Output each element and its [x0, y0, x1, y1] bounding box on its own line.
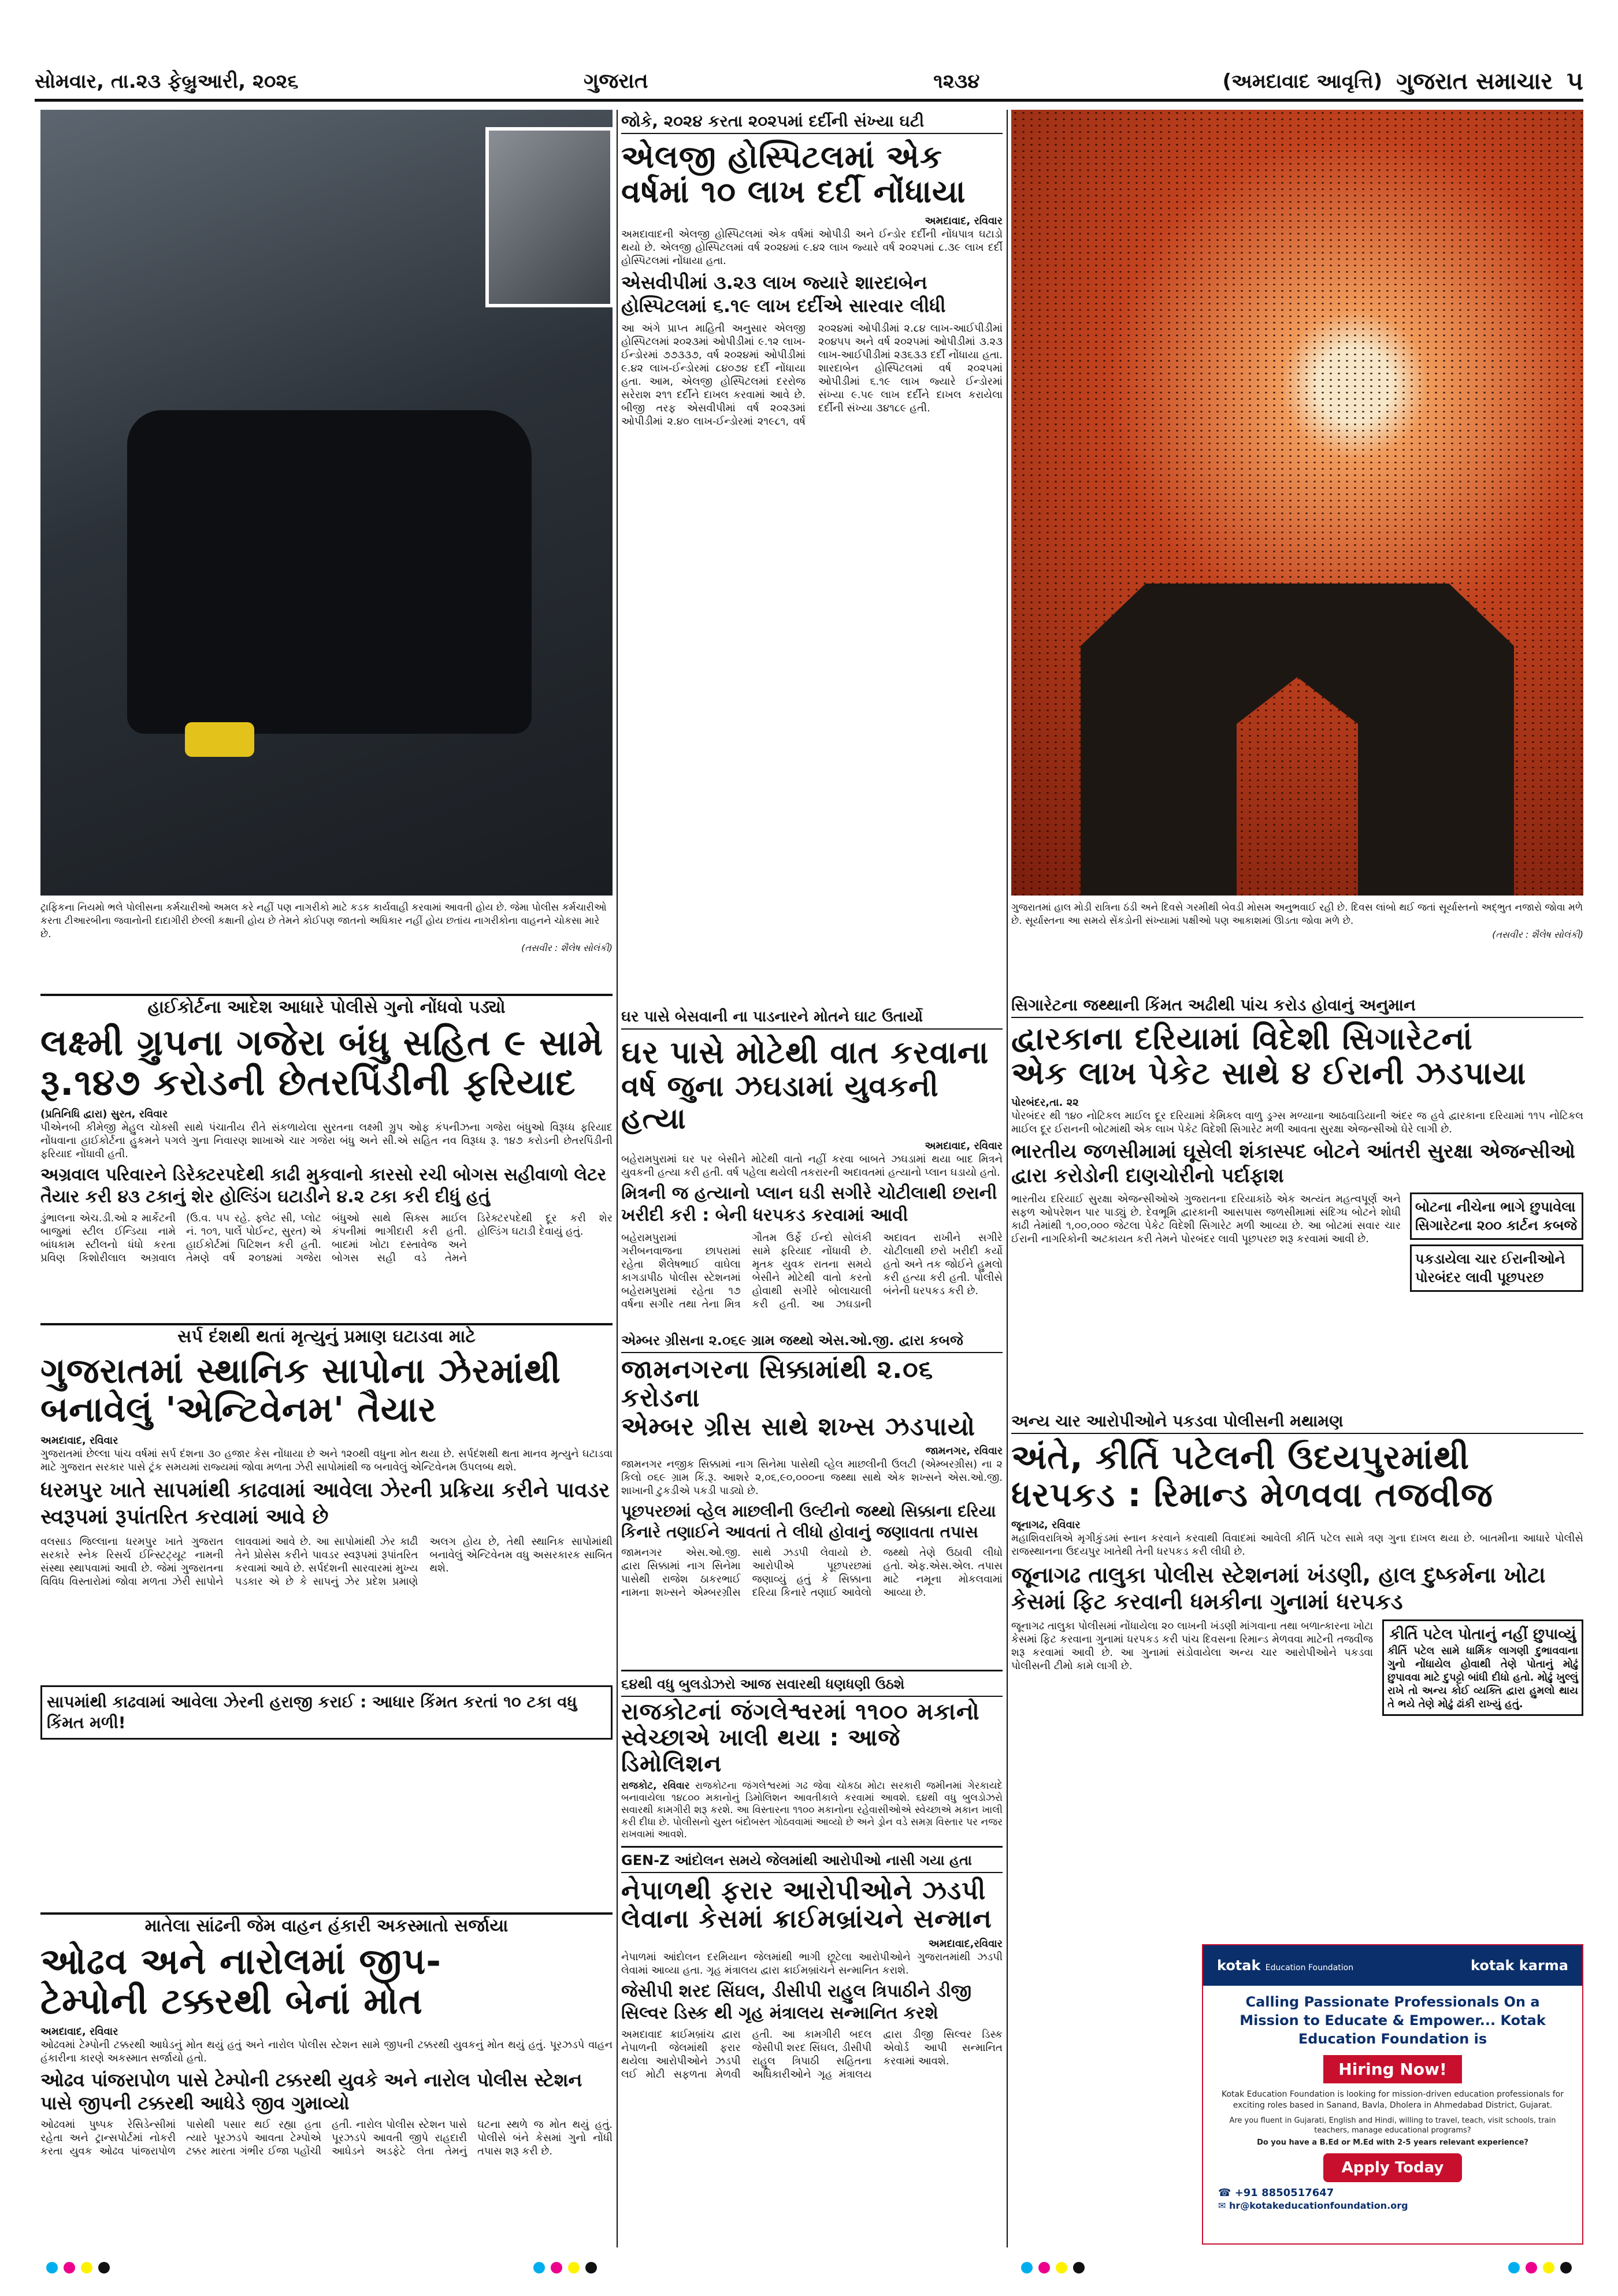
murder-body: બહેરામપુરામાં ગરીબનવાજના છાપરામાં રહેતા શૈલેષભાઈ વાઘેલા કાગડાપીઠ પોલીસ સ્ટેશનમાં બહેરામપુરામાં રહેતા ૧૭ વર્ષના સગીર તથા તેના મિત્ર ગૌતમ ઉર્ફે ઈન્દો સોલંકી સામે ફરિયાદ નોંધાવી છે. મૃતક યુવક રાતના સમયે બેસીને મોટેથી વાતો કરતો હોવાથી સગીરે બોલાચાલી કરી હતી. આ ઝઘડાની અદાવત રાખીને સગીરે ચોટીલાથી છરો ખરીદી કર્યો હતો અને તક જોઈને હુમલો કરી હત્યા કરી હતી. પોલીસે બંનેની ધરપકડ કરી છે.: [621, 1232, 1003, 1311]
accident-body: ઓઢવમાં પુષ્પક રેસિડેન્સીમાં રહેતા અને ટ્રાન્સપોર્ટમાં નોકરી કરતા યુવક ઓઢવ પાંજરાપોળ પાસેથી પસાર થઈ રહ્યા હતા ત્યારે પૂરઝડપે આવતા ટેમ્પોએ ટક્કર મારતા ગંભીર ઈજા પહોંચી હતી. નારોલ પોલીસ સ્ટેશન પાસે પૂરઝડપે આવતી જીપે રાહદારી આધેડને અડફેટે લેતા તેમનું ઘટના સ્થળે જ મોત થયું હતું. પોલીસે બંને કેસમાં ગુનો નોંધી તપાસ શરૂ કરી છે.: [40, 2118, 613, 2157]
hospital-lead: અમદાવાદની એલજી હોસ્પિટલમાં એક વર્ષમાં ઓપીડી અને ઈન્ડોર દર્દીની નોંધપાત્ર ઘટાડો થયો છે. એલજી હોસ્પિટલમાં વર્ષ ૨૦૨૪માં ૯.૪૨ લાખ જ્યારે વર્ષ ૨૦૨૫માં ૮.૩૯ લાખ દર્દી હોસ્પિટલમાં નોંધાયા હતા.: [621, 228, 1003, 267]
gajera-body: ડુંભાલના એચ.ડી.ઓ ૨ માર્કેટની બાજુમાં સ્ટીલ ઈન્ડિયા નામે બાંધકામ સ્ટીલનો ધંધો કરતા પ્રવિણ કિશોરીલાલ અગ્રવાલ (ઉ.વ. ૫૫ રહે. ફ્લેટ સી, પ્લોટ નં. ૧૦૧, પાર્લે પોઈન્ટ, સુરત) એ હાઈકોર્ટમાં પિટિશન કરી હતી. તેમણે વર્ષ ૨૦૧૪માં ગજેરા બંધુઓ સાથે સિક્સ માઈલ કંપનીમાં ભાગીદારી કરી હતી. બાદમાં ખોટા દસ્તાવેજ અને બોગસ સહી વડે તેમને ડિરેક્ટરપદેથી દૂર કરી શેર હોલ્ડિંગ ઘટાડી દેવાયું હતું.: [40, 1212, 613, 1264]
kirti-subhead: જૂનાગઢ તાલુકા પોલીસ સ્ટેશનમાં ખંડણી, હાલ દુષ્કર્મના ખોટા કેસમાં ફિટ કરવાની ધમકીના ગુનામાં ધરપકડ: [1011, 1562, 1546, 1614]
hospital-body: આ અંગે પ્રાપ્ત માહિતી અનુસાર એલજી હોસ્પિટલમાં ૨૦૨૩માં ઓપીડીમાં ૯.૧૨ લાખ-ઈન્ડોરમાં ૭૭૩૩૭, વર્ષ ૨૦૨૪માં ઓપીડીમાં ૯.૪૨ લાખ-ઈન્ડોરમાં ૮૪૦૭૪ દર્દી નોંધાયા હતા. આમ, એલજી હોસ્પિટલમાં દરરોજ સરેરાશ ૨૧૧ દર્દીને દાખલ કરવામાં આવે છે. બીજી તરફ એસવીપીમાં વર્ષ ૨૦૨૩માં ઓપીડીમાં ૨.૪૦ લાખ-ઈન્ડોરમાં ૨૧૯૮૧, વર્ષ ૨૦૨૪માં ઓપીડીમાં ૨.૮૪ લાખ-આઈપીડીમાં ૨૦૪૫૫ અને વર્ષ ૨૦૨૫માં ઓપીડીમાં ૩.૨૩ લાખ-આઈપીડીમાં ૨૩૬૩૩ દર્દી નોંધાયા હતા. શારદાબેન હોસ્પિટલમાં વર્ષ ૨૦૨૫માં ઓપીડીમાં ૬.૧૯ લાખ જ્યારે ઈન્ડોરમાં સંખ્યા ૯.૫૯ લાખ દર્દીને દાખલ કરાયેલા દર્દીની સંખ્યા ૩૪૧૮૯ હતી.: [621, 322, 1003, 428]
kirti-kicker: અન્ય ચાર આરોપીઓને પકડવા પોલીસની મથામણ: [1011, 1410, 1583, 1434]
gajera-dateline: (પ્રતિનિધિ દ્વારા) સુરત, રવિવાર: [40, 1108, 168, 1120]
nepal-headline-1: નેપાળથી ફરાર આરોપીઓને ઝડપી: [621, 1876, 986, 1905]
ad-header-bar: [1203, 1945, 1582, 1986]
hospital-dateline: અમદાવાદ, રવિવાર: [925, 214, 1003, 227]
ambergris-body: જામનગર એસ.ઓ.જી. દ્વારા સિક્કામાં નાગ સિનેમા પાસેથી રાજેશ ઠાકરભાઈ નામના શખ્સને એમ્બરગ્રીસ સાથે ઝડપી લેવાયો છે. આરોપીએ પૂછપરછમાં જણાવ્યું હતું કે સિક્કાના દરિયા કિનારે તણાઈ આવેલો જથ્થો તેણે ઉઠાવી લીધો હતો. એફ.એસ.એલ. તપાસ માટે નમૂના મોકલવામાં આવ્યા છે.: [621, 1546, 1003, 1599]
ambergris-dateline: જામનગર, રવિવાર: [925, 1444, 1003, 1457]
kirti-headline-2: ધરપકડ : રિમાન્ડ મેળવવા તજવીજ: [1011, 1474, 1493, 1514]
ambergris-lead: જામનગર નજીક સિક્કામાં નાગ સિનેમા પાસેથી વ્હેલ માછલીની ઉલટી (એમ્બરગ્રીસ) ના ૨ કિલો ૦૬૯ ગ્રામ કિં.રૂ. આશરે ૨,૦૬,૯૦,૦૦૦ના જથ્થા સાથે એક શખ્સને એસ.ઓ.જી. શાખાની ટુકડીએ પકડી પાડ્યો છે.: [621, 1458, 1003, 1497]
cigarette-box-1: બોટના નીચેના ભાગે છુપાવેલા સિગારેટના ૨૦૦ કાર્ટન કબજે: [1410, 1192, 1583, 1240]
antivenom-headline-2: બનાવેલું 'એન્ટિવેનમ' તૈયાર: [40, 1390, 437, 1431]
nepal-kicker: GEN-Z આંદોલન સમયે જેલમાંથી આરોપીઓ નાસી ગયા હતા: [621, 1849, 1003, 1873]
accident-headline-1: ઓઢવ અને નારોલમાં જીપ-: [40, 1940, 441, 1982]
murder-dateline: અમદાવાદ, રવિવાર: [925, 1140, 1003, 1153]
cigarette-headline-1: દ્વારકાના દરિયામાં વિદેશી સિગારેટનાં: [1011, 1020, 1473, 1057]
masthead-date: સોમવાર, તા.૨૩ ફેબ્રુઆરી, ૨૦૨૬: [35, 69, 299, 93]
story-kirti: [1011, 1410, 1583, 1941]
birds-photo: [1011, 110, 1583, 896]
birds-caption: ગુજરાતમાં હાલ મોડી રાત્રિના ઠંડી અને દિવસે ગરમીથી બેવડી મોસમ અનુભવાઈ રહી છે. દિવસ લાંબો થઈ જતાં સૂર્યાસ્તનો અદ્ભુત નજારો જોવા મળે છે. સૂર્યાસ્તના આ સમયે સેંકડોની સંખ્યામાં પક્ષીઓ પણ આકાશમાં ઊડતા જોવા મળે છે. (તસવીર : શૈલેષ સોલંકી): [1011, 902, 1583, 940]
issue-number: ૧૨૩૪: [933, 69, 980, 93]
demolition-headline-2: સ્વેચ્છાએ ખાલી થયા : આજે ડિમોલિશન: [621, 1724, 901, 1777]
column-rule-1: [617, 110, 618, 2247]
murder-subhead: મિત્રની જ હત્યાનો પ્લાન ઘડી સગીરે ચોટીલાથી છરાની ખરીદી કરી : બેની ધરપકડ કરવામાં આવી: [621, 1183, 997, 1226]
kirti-lead: મહાશિવરાત્રિએ મૃગીકુંડમાં સ્નાન કરવાને કરવાથી વિવાદમાં આવેલી કીર્તિ પટેલ સામે ત્રણ ગુના દાખલ થયા છે. બાતમીના આધારે પોલીસે રાજસ્થાનના ઉદયપુર ખાતેથી તેની ધરપકડ કરી લીધી છે.: [1011, 1532, 1583, 1558]
masthead: [35, 64, 1583, 102]
page-number: ૫: [1567, 66, 1583, 96]
kirti-box-title: કીર્તિ પટેલ પોતાનું નહીં છુપાવ્યું: [1389, 1625, 1576, 1643]
gajera-lead: પીએનબી કીમેજી મેહુલ ચોક્સી સાથે પંચાતીય રીતે સંકળાયેલા સુરતના લક્ષ્મી ગ્રુપ ઓફ કંપનીઝના ગજેરા બંધુઓ વિરૂધ્ધ ફરિયાદ નોંધવાના હાઈકોર્ટના હુકમને પગલે ગુના નિવારણ શાખાએ ચાર ગજેરા બંધુ અને સી.એ સહિત નવ વિરૂધ્ધ રૂ. ૧૪૭ કરોડની છેતરપિંડીની ફરિયાદ નોંધાવી હતી.: [40, 1121, 613, 1160]
car-shape: [127, 410, 532, 734]
gajera-kicker: હાઈકોર્ટના આદેશ આધારે પોલીસે ગુનો નોંધવો પડ્યો: [40, 994, 613, 1019]
story-cigarette: [1011, 994, 1583, 1404]
cigarette-kicker: સિગારેટના જથ્થાની કિંમત અઢીથી પાંચ કરોડ હોવાનું અનુમાન: [1011, 994, 1583, 1018]
column-rule-2: [1007, 110, 1008, 2247]
antivenom-headline-1: ગુજરાતમાં સ્થાનિક સાપોના ઝેરમાંથી: [40, 1351, 561, 1391]
kotak-logo: kotak Education Foundation: [1217, 1957, 1354, 1974]
ad-phone: ☎ +91 8850517647: [1218, 2187, 1334, 2199]
print-registration-marks: [46, 2256, 1572, 2279]
kotak-karma-logo: kotak karma: [1471, 1957, 1568, 1974]
story-demolition: [621, 1673, 1003, 1846]
gajera-headline-1: લક્ષ્મી ગ્રુપના ગજેરા બંધુ સહિત ૯ સામે: [40, 1021, 604, 1064]
hospital-subhead: એસવીપીમાં ૩.૨૩ લાખ જ્યારે શારદાબેન હોસ્પિટલમાં ૬.૧૯ લાખ દર્દીએ સારવાર લીધી: [621, 271, 946, 317]
ad-question-2: Do you have a B.Ed or M.Ed with 2-5 years relevant experience?: [1257, 2138, 1528, 2147]
accident-dateline: અમદાવાદ, રવિવાર: [40, 2025, 118, 2038]
antivenom-box: સાપમાંથી કાઢવામાં આવેલા ઝેરની હરાજી કરાઈ : આધાર કિંમત કરતાં ૧૦ ટકા વધુ કિંમત મળી!: [40, 1685, 613, 1740]
ad-question: Are you fluent in Gujarati, English and Hindi, willing to travel, teach, visit schools, train teachers, manage educational programs?: [1229, 2116, 1556, 2135]
murder-lead: બહેરામપુરામાં ઘર પર બેસીને મોટેથી વાતો નહીં કરવા બાબતે ઝઘડામાં થયા બાદ મિત્રને યુવકની હત્યા કરી હતી. વર્ષ પહેલા થયેલી તકરારની અદાવતમાં હત્યાનો પ્લાન ઘડાયો હતો.: [621, 1153, 1003, 1179]
demolition-dateline: રાજકોટ, રવિવાર: [621, 1780, 690, 1792]
nepal-subhead: જેસીપી શરદ સિંઘલ, ડીસીપી રાહુલ ત્રિપાઠીને ડીજી સિલ્વર ડિસ્ક થી ગૃહ મંત્રાલય સન્માનિત કરશે: [621, 1981, 972, 2023]
rule-nepal-top: [621, 1846, 1003, 1848]
antivenom-dateline: અમદાવાદ, રવિવાર: [40, 1435, 118, 1447]
brand-logo: ગુજરાત સમાચાર: [1396, 68, 1553, 95]
nepal-body: અમદાવાદ ક્રાઈમબ્રાંચ દ્વારા નેપાળની જેલમાંથી ફરાર થયેલા આરોપીઓને ઝડપી લઈ મોટી સફળતા મેળવી હતી. આ કામગીરી બદલ જેસીપી શરદ સિંઘલ, ડીસીપી રાહુલ ત્રિપાઠી સહિતના અધિકારીઓને ગૃહ મંત્રાલય દ્વારા ડીજી સિલ્વર ડિસ્ક એવોર્ડ આપી સન્માનિત કરવામાં આવશે.: [621, 2028, 1003, 2080]
hospital-headline-2: વર્ષમાં ૧૦ લાખ દર્દી નોંધાયા: [621, 173, 966, 210]
kotak-advertisement[interactable]: [1202, 1944, 1583, 2245]
antivenom-subhead: ધરમપુર ખાતે સાપમાંથી કાઢવામાં આવેલા ઝેરની પ્રક્રિયા કરીને પાવડર સ્વરૂપમાં રૂપાંતરિત કરવામાં આવે છે: [40, 1478, 610, 1529]
kirti-body: જૂનાગઢ તાલુકા પોલીસમાં નોંધાયેલા ૨૦ લાખની ખંડણી માંગવાના તથા બળાત્કારના ખોટા કેસમાં ફિટ કરવાના ગુનામાં ધરપકડ કરી પાંચ દિવસના રિમાન્ડ મેળવવા માટેની તજવીજ શરૂ કરવામાં આવી છે. આ ગુનામાં સંડોવાયેલા અન્ય ચાર આરોપીઓને પકડવા પોલીસની ટીમો કામે લાગી છે.: [1011, 1619, 1373, 1672]
birds-photo-credit: (તસવીર : શૈલેષ સોલંકી): [1492, 929, 1583, 940]
demolition-headline-1: રાજકોટનાં જંગલેશ્વરમાં ૧૧૦૦ મકાનો: [621, 1699, 980, 1725]
antivenom-body: વલસાડ જિલ્લાના ધરમપુર ખાતે ગુજરાત સરકારે સ્નેક રિસર્ચ ઈન્સ્ટિટ્યૂટ નામની સંસ્થા સ્થાપવામાં આવી છે. જેમાં ગુજરાતના વિવિધ વિસ્તારોમાં જોવા મળતા ઝેરી સાપોને લાવવામાં આવે છે. આ સાપોમાંથી ઝેર કાઢી તેને પ્રોસેસ કરીને પાવડર સ્વરૂપમાં રૂપાંતરિત કરવામાં આવે છે. સર્પદંશની સારવારમાં મુખ્ય પડકાર એ છે કે સાપનું ઝેર પ્રદેશ પ્રમાણે અલગ હોય છે, તેથી સ્થાનિક સાપોમાંથી બનાવેલું એન્ટિવેનમ વધુ અસરકારક સાબિત થશે.: [40, 1536, 613, 1588]
ad-email: ✉ hr@kotakeducationfoundation.org: [1218, 2200, 1408, 2211]
story-hospital: [621, 110, 1003, 1000]
wheel-lock: [185, 722, 254, 757]
story-antivenom: [40, 1323, 613, 1907]
ambergris-subhead: પૂછપરછમાં વ્હેલ માછલીની ઉલ્ટીનો જથ્થો સિક્કાના દરિયા કિનારે તણાઈને આવતાં તે લીધો હોવાનું જણાવતા તપાસ: [621, 1501, 996, 1541]
hospital-headline-1: એલજી હોસ્પિટલમાં એક: [621, 139, 943, 175]
apply-today-button[interactable]: Apply Today: [1323, 2153, 1462, 2182]
story-nepal: [621, 1849, 1003, 2253]
nepal-dateline: અમદાવાદ,રવિવાર: [928, 1937, 1003, 1950]
hospital-kicker: જોકે, ૨૦૨૪ કરતા ૨૦૨૫માં દર્દીની સંખ્યા ઘટી: [621, 110, 1003, 134]
kirti-box: [1382, 1619, 1583, 1716]
accident-kicker: માતેલા સાંઢની જેમ વાહન હંકારી અકસ્માતો સર્જાયા: [40, 1912, 613, 1938]
accident-subhead: ઓઢવ પાંજરાપોળ પાસે ટેમ્પોની ટક્કરથી યુવકે અને નારોલ પોલીસ સ્ટેશન પાસે જીપની ટક્કરથી આધેડે જીવ ગુમાવ્યો: [40, 2068, 582, 2114]
antivenom-lead: ગુજરાતમાં છેલ્લા પાંચ વર્ષમાં સર્પ દંશના ૩૦ હજાર કેસ નોંધાયા છે અને ૧૨૦થી વધુના મોત થયા છે. સર્પદંશથી થતા માનવ મૃત્યુને ઘટાડવા માટે ગુજરાત સરકાર પાસે ટ્રંક સમયમાં રાજ્યમાં જોવા મળતા ઝેરી સાપોમાંથી જ બનાવેલું એન્ટિવેનમ ઉપલબ્ધ થશે.: [40, 1448, 613, 1474]
kirti-headline-1: અંતે, કીર્તિ પટેલની ઉદયપુરમાંથી: [1011, 1437, 1470, 1477]
cigarette-subhead: ભારતીય જળસીમામાં ઘૂસેલી શંકાસ્પદ બોટને આંતરી સુરક્ષા એજન્સીઓ દ્વારા કરોડોની દાણચોરીનો પર્દાફાશ: [1011, 1139, 1576, 1187]
cigarette-headline-2: એક લાખ પેકેટ સાથે ૪ ઈરાની ઝડપાયા: [1011, 1055, 1527, 1092]
ambergris-headline-2: એમ્બર ગ્રીસ સાથે શખ્સ ઝડપાયો: [621, 1411, 975, 1441]
nepal-lead: નેપાળમાં આંદોલન દરમિયાન જેલમાંથી ભાગી છૂટેલા આરોપીઓને ગુજરાતમાંથી ઝડપી લેવામાં આવ્યા હતા. ગૃહ મંત્રાલય દ્વારા ક્રાઈમબ્રાંચને સન્માનિત કરાશે.: [621, 1951, 1003, 1977]
car-photo-credit: (તસવીર : શૈલેષ સોલંકી): [521, 942, 613, 953]
cigarette-dateline: પોરબંદર,તા. ૨૨: [1011, 1096, 1079, 1109]
antivenom-kicker: સર્પ દંશથી થતાં મૃત્યુનું પ્રમાણ ઘટાડવા માટે: [40, 1323, 613, 1348]
edition: (અમદાવાદ આવૃત્તિ): [1222, 69, 1383, 93]
car-photo-inset: [485, 127, 613, 307]
demolition-kicker: ૬૪થી વધુ બુલડોઝરો આજ સવારથી ધણધણી ઉઠશે: [621, 1673, 1003, 1697]
accident-headline-2: ટેમ્પોની ટક્કરથી બેનાં મોત: [40, 1980, 423, 2023]
murder-headline-1: ઘર પાસે મોટેથી વાત કરવાના: [621, 1034, 989, 1071]
kirti-box-text: કીર્તિ પટેલ સામે ધાર્મિક લાગણી દુભાવવાના ગુનો નોંધાયેલ હોવાથી તેણે પોતાનું મોઢું છુપાવવા માટે દુપટ્ટો બાંધી દીધો હતો. મોઢું ખુલ્લું રાખે તો અન્ય કોઈ વ્યક્તિ દ્વારા હુમલો થાય તે ભયે તેણે મોઢું ઢાંકી રાખ્યું હતું.: [1387, 1644, 1578, 1710]
accident-lead: ઓઢવમાં ટેમ્પોની ટક્કરથી આધેડનું મોત થયું હતું અને નારોલ પોલીસ સ્ટેશન સામે જીપની ટક્કરથી યુવકનું મોત થયું હતું. પૂરઝડપે વાહન હંકારીના કારણે અકસ્માત સર્જાયો હતો.: [40, 2038, 613, 2064]
story-accident: [40, 1912, 613, 2253]
story-gajera: [40, 994, 613, 1317]
murder-headline-2: વર્ષ જુના ઝઘડામાં યુવકની હત્યા: [621, 1069, 939, 1136]
kirti-dateline: જૂનાગઢ, રવિવાર: [1011, 1518, 1081, 1531]
murder-kicker: ઘર પાસે બેસવાની ના પાડનારને મોતને ઘાટ ઉતાર્યો: [621, 1005, 1003, 1030]
car-caption: ટ્રાફિકના નિયમો ભલે પોલીસના કર્મચારીઓ અમલ કરે નહીં પણ નાગરીકો માટે કડક કાર્યવાહી કરવામાં આવતી હોય છે. જેમા પોલીસ કર્મચારીઓ કરતા ટીઆરબીના જવાનોની દાદાગીરી છેલ્લી કક્ષાની હોય છે તેમને કોઈપણ જાતનો અધિકાર નહીં હોય છતાંય નાગરીકોના વાહનને ચોકસા મારે છે. (તસવીર : શૈલેષ સોલંકી): [40, 902, 613, 953]
car-photo: [40, 110, 613, 896]
ambergris-kicker: એમ્બર ગ્રીસના ૨.૦૬૯ ગ્રામ જથ્થો એસ.ઓ.જી. દ્વારા કબજે: [621, 1329, 1003, 1353]
cigarette-box-2: પકડાયેલા ચાર ઈરાનીઓને પોરબંદર લાવી પૂછપરછ: [1410, 1244, 1583, 1292]
ambergris-main: [621, 1329, 1003, 1670]
gajera-headline-2: રૂ.૧૪૭ કરોડની છેતરપિંડીની ફરિયાદ: [40, 1061, 576, 1104]
gajera-subhead: અગ્રવાલ પરિવારને ડિરેક્ટરપદેથી કાઢી મુકવાનો કારસો રચી બોગસ સહીવાળો લેટર તૈયાર કરી ૪૩ ટકાનું શેર હોલ્ડિંગ ઘટાડીને ૪.૨ ટકા કરી દીધું હતું: [40, 1164, 607, 1207]
hiring-badge: Hiring Now!: [1323, 2055, 1462, 2083]
ambergris-headline-1: જામનગરના સિક્કામાંથી ૨.૦૬ કરોડના: [621, 1355, 934, 1413]
ad-headline: Calling Passionate Professionals On a Mission to Educate & Empower... Kotak Education Foundation is: [1240, 1994, 1546, 2047]
demolition-body: રાજકોટના જંગલેશ્વરમાં ગઢ જેવા ચોકઠા મોટા સરકારી જમીનમાં ગેરકાયદે બનાવાયેલા ૧૪૮૦૦ મકાનોનું ડિમોલિશન આવતીકાલે કરવામાં આવશે. ૬૪થી વધુ બુલડોઝરો સવારથી કામગીરી શરૂ કરશે. આ વિસ્તારના ૧૧૦૦ મકાનોના રહેવાસીઓએ સ્વેચ્છાએ મકાન ખાલી કરી દીધા છે. પોલીસનો ચુસ્ત બંદોબસ્ત ગોઠવવામાં આવ્યો છે અને ડ્રોન વડે સમગ્ર વિસ્તાર પર નજર રાખવામાં આવશે.: [621, 1780, 1003, 1841]
ad-description: Kotak Education Foundation is looking for mission-driven education professionals for exciting roles based in Sanand, Bavla, Dholera in Ahmedabad District, Gujarat.: [1222, 2090, 1564, 2110]
rule-demolition-top: [621, 1670, 1003, 1671]
cigarette-body: ભારતીય દરિયાઈ સુરક્ષા એજન્સીઓએ ગુજરાતના દરિયાકાંઠે એક અત્યંત મહત્વપૂર્ણ અને સફળ ઓપરેશન પાર પાડ્યું છે. દેવભૂમિ દ્વારકાની આસપાસ જળસીમામાં સંદિગ્ધ બોટને શોધી કાઢી તેમાંથી ૧,૦૦,૦૦૦ જેટલા પેકેટ વિદેશી સિગારેટ મળી આવ્યા છે. આ બોટમાં સવાર ચાર ઈરાની નાગરિકોની અટકાયત કરી તેમને પોરબંદર લાવી પૂછપરછ શરૂ કરવામાં આવી છે.: [1011, 1192, 1401, 1245]
section-name: ગુજરાત: [583, 69, 648, 93]
cigarette-lead: પોરબંદર થી ૧૪૦ નોટિકલ માઈલ દૂર દરિયામાં કેમિકલ વાળુ ડ્રગ્સ મળ્યાના આઠવાડિયાની અંદર જ હવે દ્વારકાના દરિયામાં ૧૧૫ નોટિકલ માઈલ દૂર ઈરાનની બોટમાંથી એક લાખ પેકેટ વિદેશી સિગારેટ મળી આવતા સુરક્ષા એજન્સીઓ ઘેરે લાગી છે.: [1011, 1109, 1583, 1135]
nepal-headline-2: લેવાના કેસમાં ક્રાઈમબ્રાંચને સન્માન: [621, 1904, 992, 1934]
